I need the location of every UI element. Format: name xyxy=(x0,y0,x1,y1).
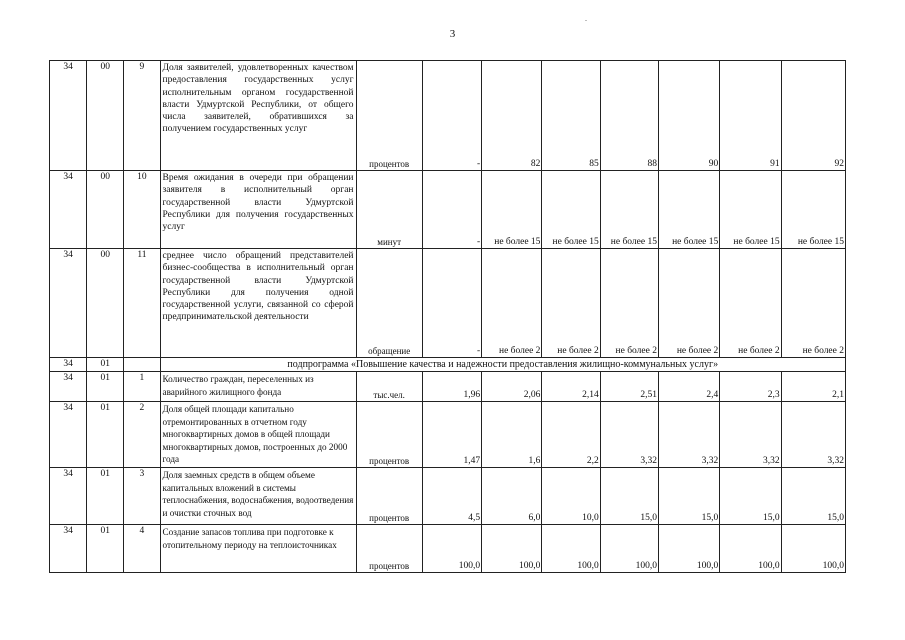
indicator-description-cell: Количество граждан, переселенных из аварийного жилищного фонда xyxy=(160,372,356,402)
value-cell: 100,0 xyxy=(542,524,600,572)
value-cell: не более 2 xyxy=(658,249,719,358)
indicators-table xyxy=(49,60,846,573)
value-cell: не более 15 xyxy=(658,171,719,249)
table-row xyxy=(50,402,846,468)
table-row xyxy=(50,467,846,524)
value-cell: 10,0 xyxy=(542,467,600,524)
value-cell: 82 xyxy=(482,61,542,171)
value-cell: - xyxy=(422,171,481,249)
value-cell: 15,0 xyxy=(600,467,658,524)
table-row xyxy=(50,61,846,171)
value-cell: не более 15 xyxy=(781,171,845,249)
value-cell: 15,0 xyxy=(658,467,719,524)
table-row xyxy=(50,372,846,402)
code-c3-cell: 1 xyxy=(124,372,160,402)
code-c2-cell: 01 xyxy=(87,402,124,468)
value-cell: 2,51 xyxy=(600,372,658,402)
value-cell: 2,2 xyxy=(542,402,600,468)
value-cell: 88 xyxy=(600,61,658,171)
value-cell: 1,96 xyxy=(422,372,481,402)
value-cell: 2,3 xyxy=(720,372,781,402)
value-cell: - xyxy=(422,249,481,358)
indicator-description-cell: Создание запасов топлива при подготовке к отопительному периоду на теплоисточниках xyxy=(160,524,356,572)
page-number: 3 xyxy=(449,28,456,40)
code-c1-cell: 34 xyxy=(50,249,87,358)
code-c3-cell: 11 xyxy=(124,249,160,358)
code-c2-cell: 00 xyxy=(87,249,124,358)
value-cell: 1,6 xyxy=(482,402,542,468)
code-c1-cell: 34 xyxy=(50,372,87,402)
indicator-description-cell: Доля заявителей, удовлетворенных качеством предоставления государственных услуг исполнительным органом государственной власти Удмуртской Республики, от общего числа заявителей, обратившихся за получением государственных услуг xyxy=(160,61,356,171)
code-c1-cell: 34 xyxy=(50,171,87,249)
value-cell: не более 2 xyxy=(542,249,600,358)
value-cell: 15,0 xyxy=(720,467,781,524)
value-cell: 100,0 xyxy=(422,524,481,572)
value-cell: 91 xyxy=(720,61,781,171)
unit-cell: процентов xyxy=(356,524,422,572)
code-c3-cell xyxy=(124,358,160,372)
value-cell: не более 15 xyxy=(542,171,600,249)
value-cell: 100,0 xyxy=(482,524,542,572)
value-cell: 2,4 xyxy=(658,372,719,402)
value-cell: 100,0 xyxy=(658,524,719,572)
value-cell: 3,32 xyxy=(781,402,845,468)
value-cell: 3,32 xyxy=(658,402,719,468)
code-c3-cell: 3 xyxy=(124,467,160,524)
value-cell: не более 2 xyxy=(720,249,781,358)
value-cell: 100,0 xyxy=(600,524,658,572)
value-cell: 3,32 xyxy=(720,402,781,468)
code-c1-cell: 34 xyxy=(50,358,87,372)
subprogram-row xyxy=(50,358,846,372)
value-cell: не более 15 xyxy=(720,171,781,249)
code-c3-cell: 2 xyxy=(124,402,160,468)
code-c2-cell: 01 xyxy=(87,372,124,402)
indicator-description-cell: среднее число обращений представителей бизнес-сообщества в исполнительный орган государственной власти Удмуртской Республики для получения одной государственной услуги, связанной со сферой предпринимательской деятельности xyxy=(160,249,356,358)
value-cell: 1,47 xyxy=(422,402,481,468)
indicator-description-cell: Доля общей площади капитально отремонтированных в отчетном году многоквартирных домов в общей площади многоквартирных домов, построенных до 2000 года xyxy=(160,402,356,468)
unit-cell: процентов xyxy=(356,402,422,468)
top-mark: . xyxy=(585,14,587,23)
value-cell: 90 xyxy=(658,61,719,171)
unit-cell: обращение xyxy=(356,249,422,358)
code-c3-cell: 4 xyxy=(124,524,160,572)
unit-cell: минут xyxy=(356,171,422,249)
unit-cell: процентов xyxy=(356,467,422,524)
value-cell: 100,0 xyxy=(781,524,845,572)
code-c1-cell: 34 xyxy=(50,467,87,524)
value-cell: не более 15 xyxy=(482,171,542,249)
value-cell: 2,1 xyxy=(781,372,845,402)
indicator-description-cell: Доля заемных средств в общем объеме капитальных вложений в системы теплоснабжения, водоснабжения, водоотведения и очистки сточных вод xyxy=(160,467,356,524)
code-c3-cell: 9 xyxy=(124,61,160,171)
code-c2-cell: 01 xyxy=(87,524,124,572)
code-c1-cell: 34 xyxy=(50,524,87,572)
value-cell: 3,32 xyxy=(600,402,658,468)
table-row xyxy=(50,524,846,572)
code-c1-cell: 34 xyxy=(50,61,87,171)
value-cell: 85 xyxy=(542,61,600,171)
subprogram-title-cell: подпрограмма «Повышение качества и надежности предоставления жилищно-коммунальных услуг» xyxy=(160,358,845,372)
value-cell: не более 15 xyxy=(600,171,658,249)
value-cell: 15,0 xyxy=(781,467,845,524)
table-row xyxy=(50,249,846,358)
value-cell: 92 xyxy=(781,61,845,171)
value-cell: - xyxy=(422,61,481,171)
code-c2-cell: 01 xyxy=(87,467,124,524)
unit-cell: тыс.чел. xyxy=(356,372,422,402)
value-cell: не более 2 xyxy=(482,249,542,358)
value-cell: 2,06 xyxy=(482,372,542,402)
code-c2-cell: 00 xyxy=(87,61,124,171)
value-cell: 6,0 xyxy=(482,467,542,524)
code-c2-cell: 00 xyxy=(87,171,124,249)
code-c1-cell: 34 xyxy=(50,402,87,468)
unit-cell: процентов xyxy=(356,61,422,171)
value-cell: не более 2 xyxy=(781,249,845,358)
table-row xyxy=(50,171,846,249)
code-c2-cell: 01 xyxy=(87,358,124,372)
indicator-description-cell: Время ожидания в очереди при обращении заявителя в исполнительный орган государственной власти Удмуртской Республики для получения государственных услуг xyxy=(160,171,356,249)
value-cell: не более 2 xyxy=(600,249,658,358)
value-cell: 2,14 xyxy=(542,372,600,402)
value-cell: 100,0 xyxy=(720,524,781,572)
value-cell: 4,5 xyxy=(422,467,481,524)
code-c3-cell: 10 xyxy=(124,171,160,249)
